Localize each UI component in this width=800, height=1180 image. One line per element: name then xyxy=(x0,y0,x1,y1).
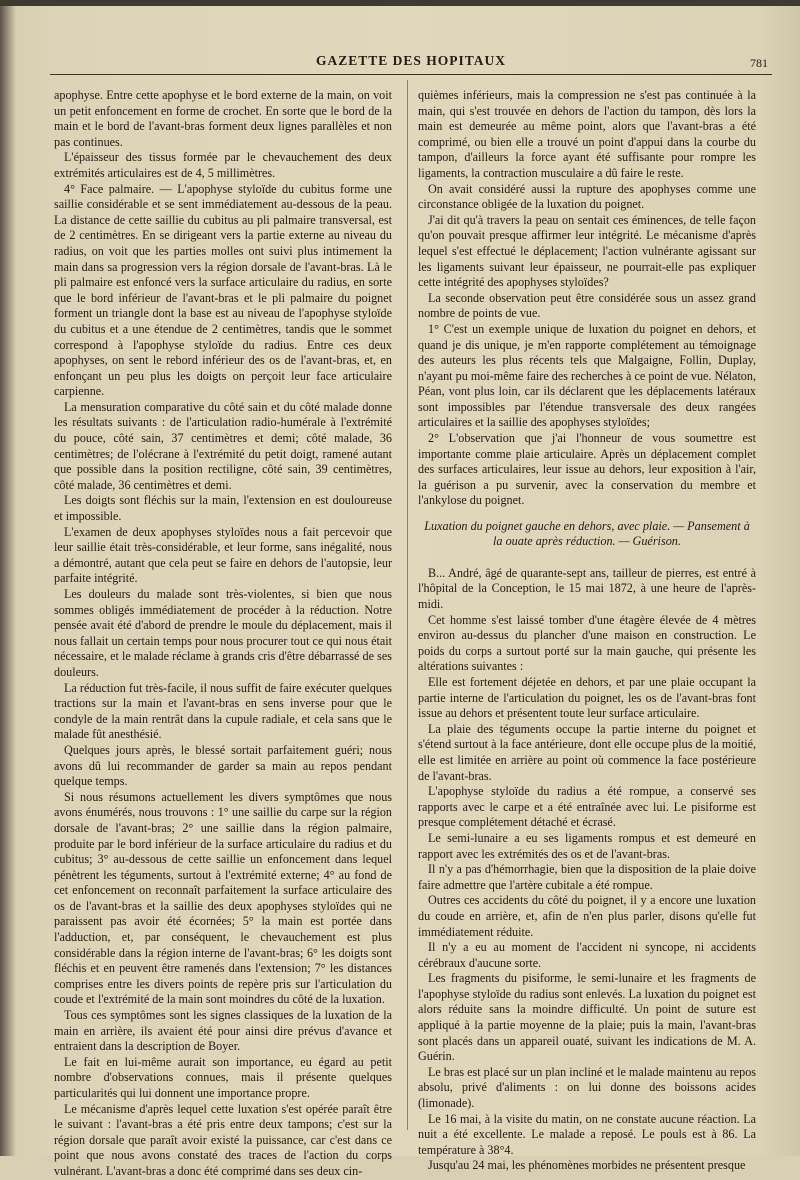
paragraph: Quelques jours après, le blessé sortait parfaitement guéri; nous avons dû lui recommander de garder sa main au repos pendant quelque temps. xyxy=(54,742,392,789)
paragraph: La réduction fut très-facile, il nous suffit de faire exécuter quelques tractions sur la main et l'avant-bras en sens inverse pour que le condyle de la main rentrât dans la cupule radiale, et cela sans que le malade fût anesthésié. xyxy=(54,680,392,742)
paragraph: Si nous résumons actuellement les divers symptômes que nous avons énumérés, nous trouvons : 1° une saillie du carpe sur la région dorsale de l'avant-bras; 2° une saillie dans la région palmaire, produite par le bord inférieur de la surface articulaire du radius et du cubitus; 3° au-dessous de cette saillie un enfoncement dans lequel pénètrent les téguments, surtout à l'extrémité externe; 4° au fond de cet enfoncement on reconnaît parfaitement la surface articulaire des os de l'avant-bras et la saillie des deux apophyses styloïdes qui ne paraissent pas avoir été écornées; 5° la main est portée dans l'adduction, et, par conséquent, le chevauchement est plus considérable dans la région interne de l'avant-bras; 6° les doigts sont fléchis et en peuvent être ramenés dans l'extension; 7° les distances comprises entre les divers points de repère pris sur l'articulation du coude et l'extrémité de la main sont moindres du côté de la luxation. xyxy=(54,789,392,1007)
paragraph: Outres ces accidents du côté du poignet, il y a encore une luxation du coude en arrière, et, afin de n'en plus parler, disons qu'elle fut immédiatement réduite. xyxy=(418,893,756,939)
paragraph: Les douleurs du malade sont très-violentes, si bien que nous sommes obligés immédiatement de procéder à la réduction. Notre pensée avait été d'abord de prendre le moule du déplacement, mais il nous fallait un certain temps pour nous procurer tout ce qui nous était nécessaire, et le malade réclame à grands cris d'être débarrassé de ses douleurs. xyxy=(54,587,392,679)
paragraph: Le 16 mai, à la visite du matin, on ne constate aucune réaction. La nuit a été excellente. Le malade a reposé. Le pouls est à 86. La température à 38°4. xyxy=(418,1111,756,1157)
paragraph: Elle est fortement déjetée en dehors, et par une plaie occupant la partie interne de l'articulation du poignet, les os de l'avant-bras font issue au dehors et présentent toute leur surface articulaire. xyxy=(418,675,756,721)
paragraph: B... André, âgé de quarante-sept ans, tailleur de pierres, est entré à l'hôpital de la Conception, le 15 mai 1872, à une heure de l'après-midi. xyxy=(418,565,756,612)
paragraph: La plaie des téguments occupe la partie interne du poignet et s'étend surtout à la face antérieure, dont elle occupe plus de la moitié, elle est limitée en arrière au point où commence la face postérieure de l'avant-bras. xyxy=(418,721,756,783)
paragraph: J'ai dit qu'à travers la peau on sentait ces éminences, de telle façon qu'on pouvait presque affirmer leur intégrité. Le mécanisme d'après lequel s'est effectué le déplacement; l'action vulnérante agissant sur les ligaments suivant leur épaisseur, ne pourrait-elle pas expliquer cette intégrité des apophyses styloïdes? xyxy=(418,212,756,290)
paragraph: 2° L'observation que j'ai l'honneur de vous soumettre est importante comme plaie articulaire. Après un déplacement complet des surfaces articulaires, leur issue au dehors, leur exposition à l'air, la guérison a pu survenir, avec la conservation du membre et l'ankylose du poignet. xyxy=(418,431,756,508)
column-divider xyxy=(407,80,408,1130)
paragraph: L'épaisseur des tissus formée par le chevauchement des deux extrémités articulaires est de 4, 5 millimètres. xyxy=(54,150,392,180)
left-column xyxy=(54,88,392,1180)
paragraph: Jusqu'au 24 mai, les phénomènes morbides ne présentent presque xyxy=(428,1158,746,1173)
paragraph: Le semi-lunaire a eu ses ligaments rompus et est demeuré en rapport avec les extrémités des os et de l'avant-bras. xyxy=(418,830,756,861)
paragraph: La seconde observation peut être considérée sous un assez grand nombre de points de vue. xyxy=(418,290,756,321)
journal-title: GAZETTE DES HOPITAUX xyxy=(315,53,507,68)
paragraph: 4° Face palmaire. — L'apophyse styloïde du cubitus forme une saillie considérable et se sent immédiatement au-dessous de la peau. La distance de cette saillie du cubitus au pli palmaire transversal, est de 2 centimètres. En se dirigeant vers la partie externe au niveau du radius, on voit que les parties molles ont suivi plus intimement la main dans sa progression vers la région dorsale de l'avant-bras. Là le pli palmaire est enfoncé vers la surface articulaire du radius, en sorte que le bord inférieur de l'avant-bras et le pli palmaire du poignet forment un triangle dont la base est au niveau de l'apophyse styloïde du cubitus et a une étendue de 2 centimètres, tandis que le sommet correspond à l'apophyse styloïde du radius. Entre ces deux apophyses, on sent le rebord inférieur des os de l'avant-bras, et, en enfonçant un peu plus les doigts on perçoit leur face articulaire carpienne. xyxy=(54,181,392,399)
paragraph: Le bras est placé sur un plan incliné et le malade maintenu au repos absolu, privé d'aliments : on lui donne des boissons acides (limonade). xyxy=(418,1064,757,1111)
paragraph: Il n'y a eu au moment de l'accident ni syncope, ni accidents cérébraux d'aucune sorte. xyxy=(418,940,756,970)
paragraph: Il n'y a pas d'hémorrhagie, bien que la disposition de la plaie doive faire admettre que l'artère cubitale a été rompue. xyxy=(418,862,756,892)
paragraph: L'examen de deux apophyses styloïdes nous a fait percevoir que leur saillie était très-considérable, et leur forme, sans inégalité, nous a démontré, autant que cela peut se faire en dehors de l'autopsie, leur parfaite intégrité. xyxy=(54,524,392,586)
paragraph: Les fragments du pisiforme, le semi-lunaire et les fragments de l'apophyse styloïde du radius sont enlevés. La luxation du poignet est alors réduite sans la moindre difficulté. Un point de suture est appliqué à la partie moyenne de la plaie; puis la main, l'avant-bras sont placés dans un appareil ouaté, suivant les indications de M. A. Guérin. xyxy=(418,971,756,1064)
paragraph: La mensuration comparative du côté sain et du côté malade donne les résultats suivants : de l'articulation radio-humérale à l'extrémité du pouce, côté sain, 37 centimètres et demi; côté malade, 36 centimètres; de l'olécrane à l'extrémité du petit doigt, ramené autant que possible dans la position rectiligne, côté sain, 39 centimètres, côté malade, 36 centimètres et demi. xyxy=(54,399,392,492)
paragraph: quièmes inférieurs, mais la compression ne s'est pas continuée à la main, qui s'est trouvée en dehors de l'action du tampon, dès lors la main est demeurée au même point, alors que l'avant-bras a été comprimé, ou bien elle a trouvé un point d'appui dans la courbe du tampon, d'ailleurs la force ayant été suffisante pour rompre les ligaments, la contraction musculaire a dû faire le reste. xyxy=(418,88,756,180)
right-column xyxy=(418,88,756,1174)
right-column-part2 xyxy=(418,566,756,1174)
page-number: 781 xyxy=(750,56,768,70)
paragraph: Tous ces symptômes sont les signes classiques de la luxation de la main en arrière, ils avaient été pour ainsi dire prévus d'avance et entraient dans la description de Boyer. xyxy=(54,1008,392,1054)
paragraph: Le fait en lui-même aurait son importance, eu égard au petit nombre d'observations connues, mais il présente quelques particularités qui lui donnent une importance propre. xyxy=(54,1054,392,1100)
paragraph: apophyse. Entre cette apophyse et le bord externe de la main, on voit un petit enfoncement en forme de crochet. En sorte que le bord de la main et le bord de l'avant-bras forment deux lignes parallèles et non pas continues. xyxy=(54,88,392,149)
paragraph: Cet homme s'est laissé tomber d'une étagère élevée de 4 mètres environ au-dessus du plancher d'une maison en construction. Le poids du corps a surtout porté sur la main gauche, qui présente les altérations suivantes : xyxy=(418,612,756,674)
paragraph: Les doigts sont fléchis sur la main, l'extension en est douloureuse et impossible. xyxy=(54,493,392,524)
top-binding-edge xyxy=(0,0,800,6)
paragraph: L'apophyse styloïde du radius a été rompue, a conservé ses rapports avec le carpe et a été entraînée avec lui. Le pisiforme est presque complétement détaché et écrasé. xyxy=(418,784,756,830)
paragraph: Le mécanisme d'après lequel cette luxation s'est opérée paraît être le suivant : l'avant-bras a été pris entre deux tampons; c'est sur la région dorsale que paraît avoir existé la puissance, car c'est dans ce point que nous avons constaté des traces de l'action du corps vulnérant. L'avant-bras a donc été comprimé dans ses deux cin- xyxy=(54,1101,392,1178)
page-header xyxy=(50,52,772,75)
right-column-part1 xyxy=(418,88,756,509)
paragraph: 1° C'est un exemple unique de luxation du poignet en dehors, et quand je dis unique, je m'en rapporte complétement au témoignage des auteurs les plus récents tels que Malgaigne, Follin, Duplay, n'ayant pu moi-même faire des recherches à ce point de vue. Nélaton, Péan, vont plus loin, car ils déclarent que les déplacements latéraux sont impossibles par l'étendue transversale des deux rangées articulaires et la saillie des apophyses styloïdes; xyxy=(418,321,756,430)
paragraph: On avait considéré aussi la rupture des apophyses comme une circonstance obligée de la luxation du poignet. xyxy=(418,181,756,212)
observation-heading: Luxation du poignet gauche en dehors, avec plaie. — Pansement à la ouate après réduction. — Guérison. xyxy=(424,519,750,549)
